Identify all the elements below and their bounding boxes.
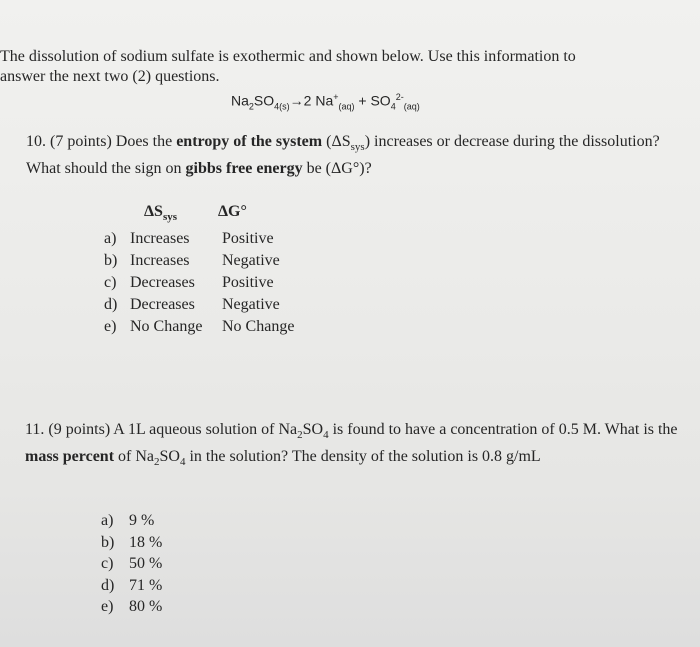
header-entropy <box>144 201 218 228</box>
option-entropy: Increases <box>130 230 190 248</box>
q10-text: (7 points) Does the <box>50 133 177 150</box>
eq-sub: 2 <box>248 101 254 112</box>
option-letter: b) <box>101 533 115 551</box>
eq-reactant: Na <box>231 92 249 109</box>
q11-text: of Na <box>114 448 155 466</box>
option-letter: a) <box>101 512 114 529</box>
q10-bold-entropy: entropy of the system <box>176 133 323 150</box>
q10-text-c: ) increases or decrease during the dissolution? What should the sign on <box>26 133 660 178</box>
q11-sub: 4 <box>179 456 186 469</box>
option-value: 18 % <box>129 533 163 551</box>
option-letter: b) <box>104 252 118 270</box>
dissolution-equation <box>231 92 420 111</box>
q11-text: SO <box>302 421 324 438</box>
q11-text: in the solution? The density of the solution is 0.8 g/mL <box>185 448 541 466</box>
intro-line-1: The dissolution of sodium sulfate is exothermic and shown below. Use this information to <box>0 48 576 65</box>
option-entropy: No Change <box>130 318 203 336</box>
q10-table-header <box>144 201 294 228</box>
header-entropy-label: ΔS <box>144 203 163 220</box>
q10-answer-table <box>104 201 294 338</box>
q11-options <box>101 510 162 618</box>
q10-option[interactable] <box>104 250 294 272</box>
option-value: 9 % <box>129 512 155 529</box>
q11-option[interactable] <box>101 553 162 575</box>
eq-so4-charge: 2- <box>395 92 404 102</box>
intro-line-2: answer the next two (2) questions. <box>0 68 220 85</box>
question-number: 11. <box>25 421 45 438</box>
option-value: 50 % <box>129 555 163 572</box>
option-letter: d) <box>101 576 115 594</box>
option-value: 80 % <box>129 598 163 615</box>
q11-text: is found to have a concentration of 0.5 M. What is the <box>328 421 678 438</box>
option-letter: e) <box>101 598 114 615</box>
eq-na-state: (aq) <box>338 101 355 112</box>
q11-sub: 2 <box>154 456 160 469</box>
eq-plus-so: + SO <box>354 92 391 109</box>
option-gibbs: Positive <box>222 274 274 292</box>
q10-text-b: (ΔS <box>322 133 351 150</box>
option-gibbs: Negative <box>222 296 280 314</box>
option-entropy: Decreases <box>130 296 195 314</box>
question-number: 10. <box>26 133 46 150</box>
eq-sub-state: 4(s) <box>274 101 290 112</box>
q10-option[interactable] <box>104 294 294 316</box>
eq-na-charge: + <box>333 92 339 102</box>
q10-bold-gibbs: gibbs free energy <box>185 160 303 178</box>
option-entropy: Increases <box>130 252 190 270</box>
option-letter: a) <box>104 230 117 248</box>
q10-option[interactable] <box>104 272 294 294</box>
q11-option[interactable] <box>101 510 162 532</box>
question-10 <box>26 131 686 179</box>
option-letter: c) <box>104 274 117 292</box>
q11-option[interactable] <box>101 575 162 597</box>
q11-option[interactable] <box>101 596 162 618</box>
eq-arrow: →2 Na <box>289 92 334 109</box>
option-letter: e) <box>104 318 117 336</box>
q11-sub: 2 <box>297 429 303 442</box>
option-gibbs: Positive <box>222 230 274 248</box>
q10-sys-sub: sys <box>350 141 365 154</box>
header-gibbs: ΔG° <box>218 203 247 220</box>
option-gibbs: No Change <box>222 318 295 336</box>
q11-text: SO <box>159 448 180 466</box>
q11-bold-mass-percent: mass percent <box>25 448 115 466</box>
q10-option[interactable] <box>104 228 294 250</box>
option-gibbs: Negative <box>222 252 280 270</box>
intro-text <box>0 47 690 87</box>
eq-reactant-mid: SO <box>253 92 275 109</box>
option-letter: d) <box>104 296 118 314</box>
q11-option[interactable] <box>101 532 162 554</box>
q10-option[interactable] <box>104 316 294 338</box>
q11-text: (9 points) A 1L aqueous solution of Na <box>48 421 298 438</box>
eq-so4-state: (aq) <box>403 101 420 112</box>
header-entropy-sub: sys <box>162 211 177 224</box>
option-entropy: Decreases <box>130 274 195 292</box>
q11-sub: 4 <box>323 429 329 442</box>
eq-so4-sub: 4 <box>390 101 396 112</box>
option-letter: c) <box>101 555 114 572</box>
question-11 <box>25 419 685 473</box>
q10-text-d: be (ΔG°)? <box>302 160 372 178</box>
option-value: 71 % <box>129 576 163 594</box>
